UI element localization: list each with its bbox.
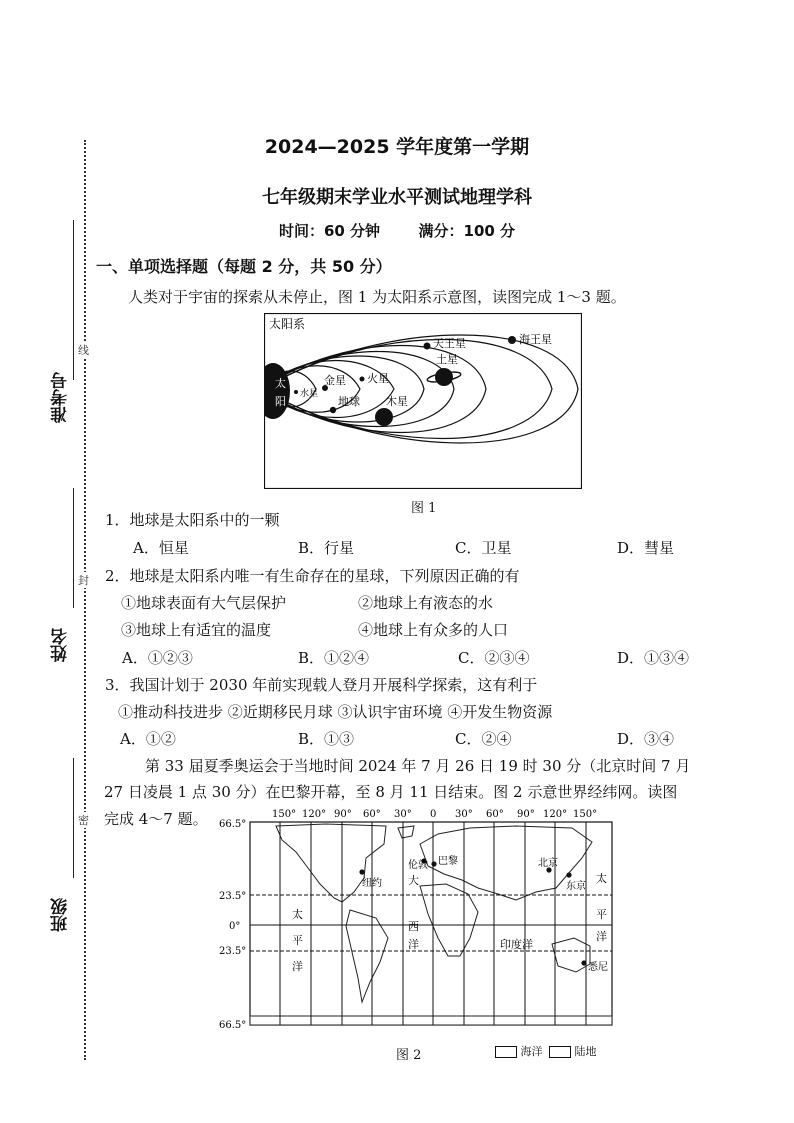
jupiter-label: 木星 xyxy=(386,395,408,408)
passage2-line3: 完成 4～7 题。 xyxy=(104,810,208,828)
lon-label: 60° xyxy=(363,809,381,820)
sun-label-1: 太 xyxy=(275,377,286,390)
q3-option-d[interactable]: D．③④ xyxy=(617,730,675,748)
ocean-swatch xyxy=(495,1046,517,1058)
q2-statement-3: ③地球上有适宜的温度 xyxy=(121,621,272,639)
lon-label: 120° xyxy=(543,809,568,820)
q2-statement-4: ④地球上有众多的人口 xyxy=(358,621,509,639)
latitude-labels xyxy=(219,819,246,1031)
lat-label: 23.5° xyxy=(219,891,247,902)
q2-option-c[interactable]: C．②③④ xyxy=(458,649,530,667)
london-label: 伦敦 xyxy=(408,860,428,871)
venus-label: 金星 xyxy=(324,374,346,387)
pacific-e-3: 洋 xyxy=(596,930,607,943)
id-line xyxy=(73,220,74,380)
world-graticule-figure xyxy=(216,806,616,1034)
seal-char-feng: 封 xyxy=(78,574,89,587)
class-line xyxy=(73,758,74,878)
q3-statements: ①推动科技进步 ②近期移民月球 ③认识宇宙环境 ④开发生物资源 xyxy=(118,703,553,721)
lon-label: 60° xyxy=(486,809,504,820)
lat-label: 0° xyxy=(229,921,241,932)
class-label: 班级 xyxy=(51,898,71,932)
q1-option-d[interactable]: D．彗星 xyxy=(617,539,675,557)
time-label: 时间：60 分钟 xyxy=(278,222,381,240)
solar-system-figure xyxy=(264,313,582,489)
lon-label: 150° xyxy=(272,809,297,820)
q2-option-b[interactable]: B．①②④ xyxy=(298,649,370,667)
exam-term-title: 2024—2025 学年度第一学期 xyxy=(264,136,530,158)
legend-land: 陆地 xyxy=(574,1045,597,1058)
q1-option-b[interactable]: B．行星 xyxy=(298,539,355,557)
lon-label: 30° xyxy=(394,809,412,820)
mars-label: 火星 xyxy=(367,372,389,385)
lon-label: 0 xyxy=(430,809,437,820)
lon-label: 150° xyxy=(573,809,598,820)
newyork-dot xyxy=(359,869,364,874)
mars xyxy=(360,377,365,382)
indian-ocean: 印度洋 xyxy=(500,938,533,951)
atlantic-2: 西 xyxy=(408,920,419,933)
beijing-label: 北京 xyxy=(538,858,558,869)
q2-option-d[interactable]: D．①③④ xyxy=(617,649,690,667)
q1-option-c[interactable]: C．卫星 xyxy=(455,539,512,557)
pacific-e-2: 平 xyxy=(596,908,607,921)
binding-dotted-line xyxy=(84,140,86,1060)
passage2-line2: 27 日凌晨 1 点 30 分）在巴黎开幕，至 8 月 11 日结束。图 2 示意世界经纬网。读图 xyxy=(104,783,678,801)
atlantic-1: 大 xyxy=(408,874,419,887)
newyork-label: 纽约 xyxy=(362,878,382,889)
q3-option-b[interactable]: B．①③ xyxy=(298,730,355,748)
exam-meta xyxy=(0,220,794,241)
section1-heading: 一、单项选择题（每题 2 分，共 50 分） xyxy=(96,257,392,276)
lon-label: 90° xyxy=(334,809,352,820)
figure2-legend xyxy=(495,1043,597,1059)
q3-stem: 3．我国计划于 2030 年前实现载人登月开展科学探索，这有利于 xyxy=(105,676,538,694)
lat-label: 66.5° xyxy=(219,1020,247,1031)
score-label: 满分：100 分 xyxy=(418,222,516,240)
sun-label-2: 阳 xyxy=(275,395,286,408)
antarctica xyxy=(250,1016,612,1025)
uranus-label: 天王星 xyxy=(433,337,466,350)
passage2-line1: 第 33 届夏季奥运会于当地时间 2024 年 7 月 26 日 19 时 30 分（北京时间 7 月 xyxy=(145,757,691,775)
seal-char-mi: 密 xyxy=(78,814,89,827)
legend-ocean: 海洋 xyxy=(520,1045,543,1058)
figure1-title: 太阳系 xyxy=(269,317,306,331)
pacific-w-2: 平 xyxy=(292,934,303,947)
tokyo-dot xyxy=(566,872,571,877)
jupiter xyxy=(375,408,393,426)
mercury xyxy=(294,390,298,394)
pacific-w-3: 洋 xyxy=(292,960,303,973)
paris-label: 巴黎 xyxy=(438,856,458,867)
sydney-label: 悉尼 xyxy=(588,962,608,973)
earth-label: 地球 xyxy=(338,395,360,408)
section1-intro: 人类对于宇宙的探索从未停止，图 1 为太阳系示意图，读图完成 1～3 题。 xyxy=(128,288,626,306)
lat-label: 23.5° xyxy=(219,946,247,957)
q1-option-a[interactable]: A．恒星 xyxy=(133,539,189,557)
seal-char-xian: 线 xyxy=(78,344,89,357)
q2-stem: 2．地球是太阳系内唯一有生命存在的星球，下列原因正确的有 xyxy=(105,567,520,585)
q3-option-c[interactable]: C．②④ xyxy=(455,730,512,748)
pacific-e-1: 太 xyxy=(596,872,607,885)
q2-statement-1: ①地球表面有大气层保护 xyxy=(121,594,287,612)
saturn-label: 土星 xyxy=(436,353,458,366)
q1-stem: 1．地球是太阳系中的一颗 xyxy=(105,511,280,529)
neptune xyxy=(508,336,516,344)
lon-label: 90° xyxy=(517,809,535,820)
land-swatch xyxy=(549,1046,571,1058)
q2-option-a[interactable]: A．①②③ xyxy=(122,649,193,667)
q3-option-a[interactable]: A．①② xyxy=(120,730,176,748)
name-label: 姓名 xyxy=(51,628,71,662)
paris-dot xyxy=(431,861,436,866)
lat-label: 66.5° xyxy=(219,819,247,830)
uranus xyxy=(424,343,431,350)
id-label: 准考号 xyxy=(51,372,71,423)
sydney-dot xyxy=(581,960,586,965)
earth xyxy=(330,407,336,413)
lon-label: 30° xyxy=(455,809,473,820)
q2-statement-2: ②地球上有液态的水 xyxy=(358,594,494,612)
atlantic-3: 洋 xyxy=(408,938,419,951)
figure1-caption: 图 1 xyxy=(411,501,437,516)
neptune-label: 海王星 xyxy=(519,333,552,346)
exam-subject-title: 七年级期末学业水平测试地理学科 xyxy=(262,187,532,208)
pacific-w-1: 太 xyxy=(292,908,303,921)
mercury-label: 水星 xyxy=(300,389,319,399)
name-line xyxy=(73,488,74,608)
figure2-caption: 图 2 xyxy=(396,1048,422,1063)
tokyo-label: 东京 xyxy=(566,881,586,892)
lon-label: 120° xyxy=(302,809,327,820)
saturn xyxy=(435,368,453,386)
longitude-labels xyxy=(272,809,597,820)
